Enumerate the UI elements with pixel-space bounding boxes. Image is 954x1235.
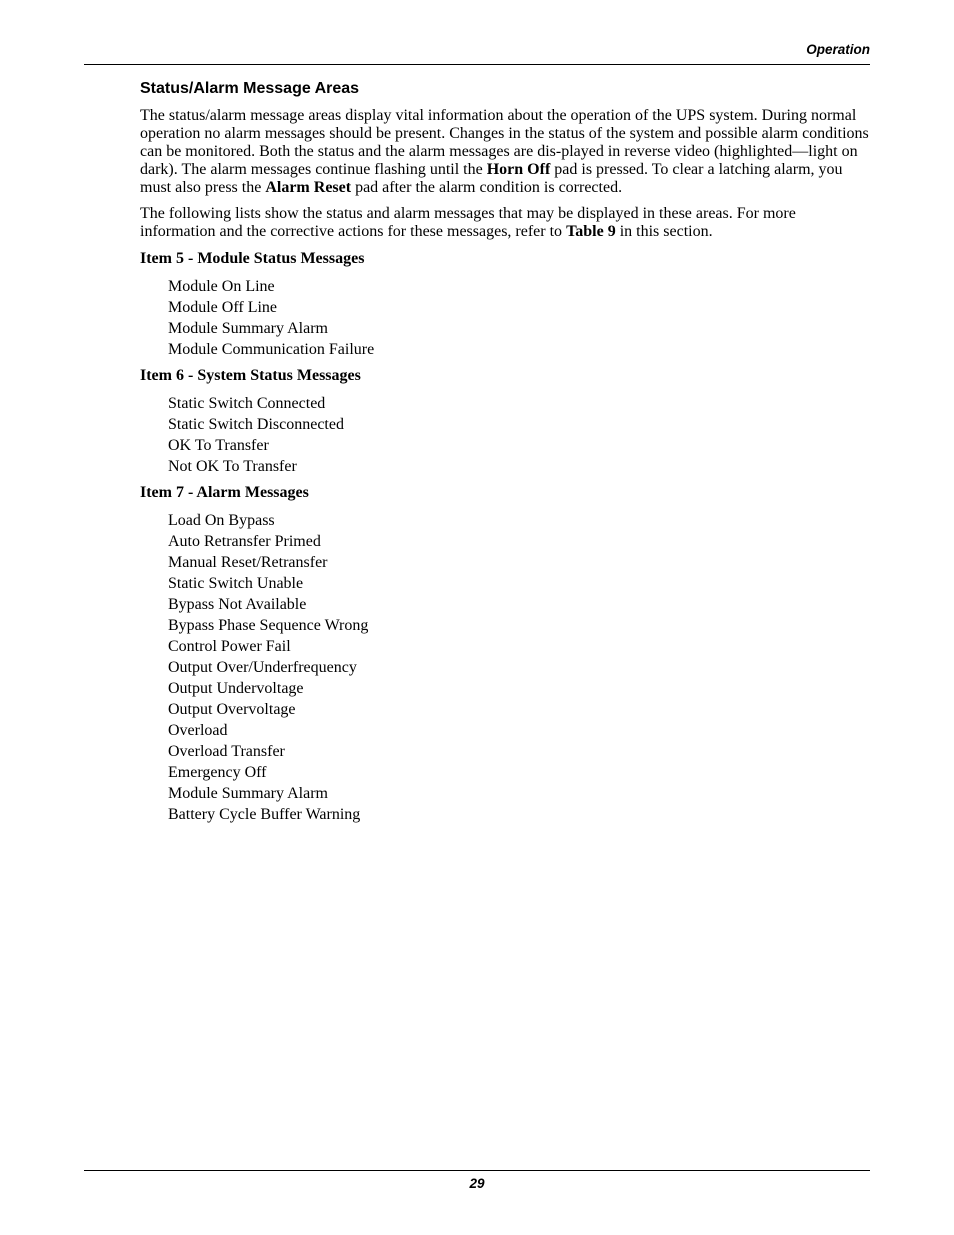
module-status-list [140, 276, 870, 360]
list-item: Module On Line [168, 278, 275, 295]
list-item: Load On Bypass [168, 512, 275, 529]
item7-heading: Item 7 - Alarm Messages [140, 484, 309, 501]
page-content [140, 79, 870, 831]
lists-paragraph [140, 205, 870, 241]
list-item: Output Overvoltage [168, 701, 296, 718]
intro-text-3: pad after the alarm condition is corrected. [351, 179, 623, 196]
list-item: Not OK To Transfer [168, 458, 297, 475]
list-item: Auto Retransfer Primed [168, 533, 321, 550]
section-title: Status/Alarm Message Areas [140, 80, 360, 97]
list-item: Bypass Phase Sequence Wrong [168, 617, 369, 634]
list-item: Module Summary Alarm [168, 320, 328, 337]
table-9-reference: Table 9 [566, 223, 616, 240]
intro-text-2: pad is pressed. To clear a latching alarm, you must also press the [140, 161, 843, 196]
list-item: OK To Transfer [168, 437, 269, 454]
lists-text-1: The following lists show the status and alarm messages that may be displayed in these areas. For more information and the corrective actions for these messages, refer to [140, 205, 796, 240]
list-item: Module Summary Alarm [168, 785, 328, 802]
footer-rule [84, 1170, 870, 1171]
alarm-messages-list [140, 510, 870, 825]
horn-off-term: Horn Off [486, 161, 551, 178]
system-status-list [140, 393, 870, 477]
list-item: Module Communication Failure [168, 341, 375, 358]
intro-text-1: The status/alarm message areas display vital information about the operation of the UPS system. During normal operation no alarm messages should be present. Changes in the status of the system and possible alarm conditions can be monitored. Both the status and the alarm messages are dis-played in reverse video (highlighted—light on dark). The alarm messages continue flashing until the [140, 107, 869, 178]
list-item: Static Switch Unable [168, 575, 304, 592]
header-rule [84, 64, 870, 65]
list-item: Overload Transfer [168, 743, 285, 760]
list-item: Module Off Line [168, 299, 278, 316]
list-item: Static Switch Disconnected [168, 416, 344, 433]
running-header: Operation [806, 42, 870, 57]
list-item: Overload [168, 722, 228, 739]
list-item: Bypass Not Available [168, 596, 307, 613]
item6-heading: Item 6 - System Status Messages [140, 367, 361, 384]
list-item: Static Switch Connected [168, 395, 326, 412]
intro-paragraph [140, 107, 870, 197]
list-item: Emergency Off [168, 764, 267, 781]
page-number: 29 [469, 1176, 485, 1191]
list-item: Output Over/Underfrequency [168, 659, 357, 676]
lists-text-2: in this section. [615, 223, 713, 240]
list-item: Battery Cycle Buffer Warning [168, 806, 361, 823]
item5-heading: Item 5 - Module Status Messages [140, 250, 365, 267]
alarm-reset-term: Alarm Reset [265, 179, 352, 196]
list-item: Manual Reset/Retransfer [168, 554, 328, 571]
list-item: Output Undervoltage [168, 680, 304, 697]
list-item: Control Power Fail [168, 638, 291, 655]
